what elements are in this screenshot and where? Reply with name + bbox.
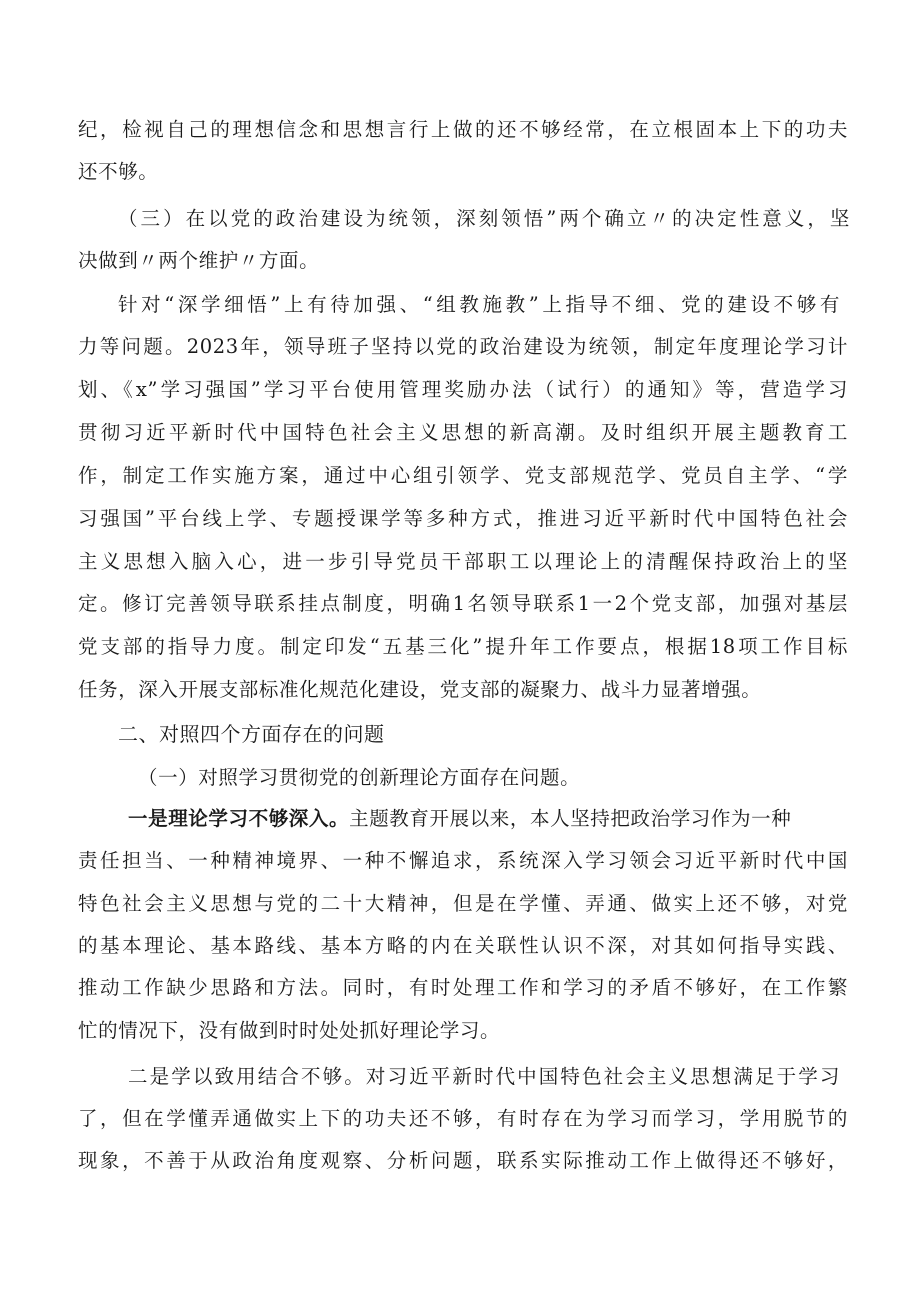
paragraph-line: 责任担当、一种精神境界、一种不懈追求，系统深入学习领会习近平新时代中国 bbox=[78, 849, 848, 872]
paragraph-text: 主题教育开展以来，本人坚持把政治学习作为一种 bbox=[349, 807, 792, 830]
paragraph-line: 现象，不善于从政治角度观察、分析问题，联系实际推动工作上做得还不够好， bbox=[78, 1149, 848, 1172]
paragraph-line: 针对“深学细悟”上有待加强、“组教施教”上指导不细、党的建设不够有 bbox=[118, 293, 840, 316]
paragraph-line: 力等问题。2023年，领导班子坚持以党的政治建设为统领，制定年度理论学习计 bbox=[78, 335, 848, 358]
paragraph-line: 定。修订完善领导联系挂点制度，明确1名领导联系1一2个党支部，加强对基层 bbox=[78, 592, 848, 615]
paragraph-line: 决做到〃两个维护〃方面。 bbox=[78, 249, 320, 272]
bold-lead: 一是理论学习不够深入。 bbox=[128, 807, 350, 830]
paragraph-line: 习强国”平台线上学、专题授课学等多种方式，推进习近平新时代中国特色社会 bbox=[78, 507, 848, 530]
paragraph-line: （三）在以党的政治建设为统领，深刻领悟”两个确立〃的决定性意义，坚 bbox=[118, 207, 850, 230]
paragraph-line: 忙的情况下，没有做到时时处处抓好理论学习。 bbox=[78, 1019, 501, 1042]
paragraph-line: 还不够。 bbox=[78, 160, 159, 183]
paragraph-line: 的基本理论、基本路线、基本方略的内在关联性认识不深，对其如何指导实践、 bbox=[78, 934, 848, 957]
subsection-heading: （一）对照学习贯彻党的创新理论方面存在问题。 bbox=[138, 766, 581, 789]
paragraph-line: 主义思想入脑入心，进一步引导党员干部职工以理论上的清醒保持政治上的坚 bbox=[78, 550, 848, 573]
paragraph-line bbox=[128, 806, 840, 832]
paragraph-line: 作，制定工作实施方案，通过中心组引领学、党支部规范学、党员自主学、“学 bbox=[78, 464, 848, 487]
paragraph-line: 推动工作缺少思路和方法。同时，有时处理工作和学习的矛盾不够好，在工作繁 bbox=[78, 976, 848, 999]
paragraph-line: 了，但在学懂弄通做实上下的功夫还不够，有时存在为学习而学习，学用脱节的 bbox=[78, 1107, 848, 1130]
paragraph-line: 划、《x”学习强国”学习平台使用管理奖励办法（试行）的通知》等，营造学习 bbox=[78, 378, 848, 401]
paragraph-line: 贯彻习近平新时代中国特色社会主义思想的新高潮。及时组织开展主题教育工 bbox=[78, 421, 848, 444]
paragraph-line: 二是学以致用结合不够。对习近平新时代中国特色社会主义思想满足于学习 bbox=[128, 1065, 840, 1088]
paragraph-line: 党支部的指导力度。制定印发“五基三化”提升年工作要点，根据18项工作目标 bbox=[78, 635, 848, 658]
section-heading: 二、对照四个方面存在的问题 bbox=[118, 722, 385, 746]
paragraph-line: 特色社会主义思想与党的二十大精神，但是在学懂、弄通、做实上还不够，对党 bbox=[78, 892, 848, 915]
paragraph-line: 纪，检视自己的理想信念和思想言行上做的还不够经常，在立根固本上下的功夫 bbox=[78, 118, 848, 141]
paragraph-line: 任务，深入开展支部标准化规范化建设，党支部的凝聚力、战斗力显著增强。 bbox=[78, 678, 762, 701]
